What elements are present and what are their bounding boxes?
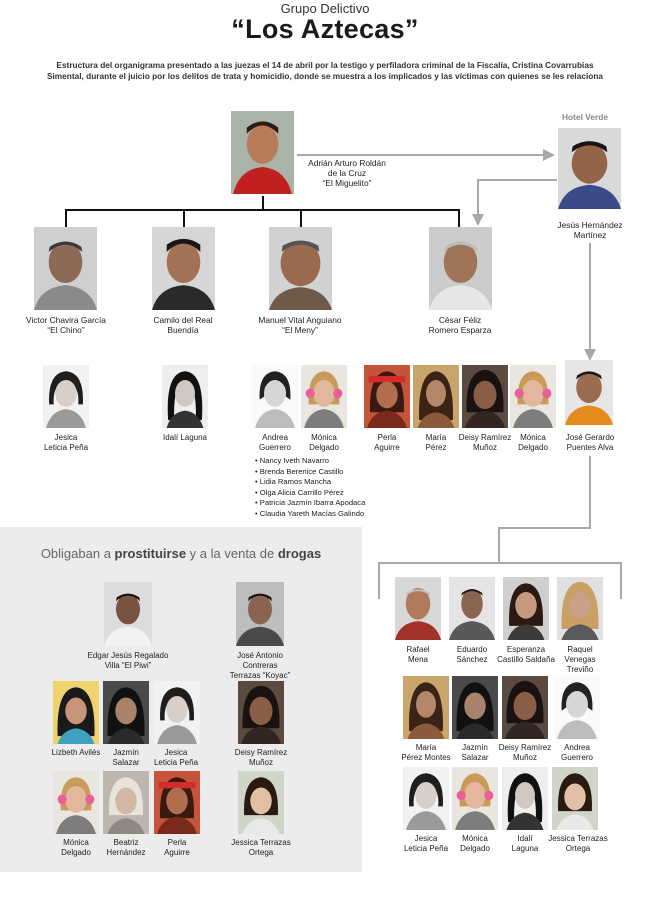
arrow-line bbox=[477, 179, 479, 216]
leader-photo bbox=[231, 111, 294, 194]
gray-person-name: Jesica Leticia Peña bbox=[153, 748, 199, 767]
grid-person-name: Jesica Leticia Peña bbox=[403, 834, 449, 853]
arrow-line bbox=[589, 243, 591, 351]
victim-name: Mónica Delgado bbox=[518, 433, 548, 452]
grid-person-name: Jessica Terrazas Ortega bbox=[548, 834, 608, 853]
arrow-down-icon bbox=[472, 214, 484, 226]
grid-person-name: Andrea Guerrero bbox=[560, 743, 593, 762]
lieutenant-name: Victor Chavira García “El Chino” bbox=[26, 315, 106, 335]
supertitle: Grupo Delictivo bbox=[280, 1, 370, 16]
arrow-line bbox=[498, 527, 500, 563]
arrow-right-icon bbox=[543, 149, 555, 161]
grid-person-name: María Pérez Montes bbox=[401, 743, 451, 762]
intro-text bbox=[20, 60, 630, 82]
connector bbox=[65, 209, 460, 211]
grid-person-photo bbox=[552, 767, 598, 830]
victim-photo bbox=[462, 365, 508, 428]
hotel-title: Hotel Verde bbox=[561, 112, 609, 122]
victim-photo bbox=[162, 365, 208, 428]
arrow-line bbox=[378, 562, 622, 564]
list-item: • Patricia Jazmín Ibarra Apodaca bbox=[255, 498, 365, 509]
gray-person-photo bbox=[53, 681, 99, 744]
hotel-person-name: Jesús Hernández Martínez bbox=[557, 220, 623, 240]
gray-person-photo bbox=[154, 771, 200, 834]
arrow-line bbox=[589, 456, 591, 528]
arrow-line bbox=[378, 562, 380, 599]
lieutenant-photo bbox=[269, 227, 332, 310]
victim-name: Idalí Laguna bbox=[162, 433, 208, 442]
gray-person-name: Mónica Delgado bbox=[61, 838, 91, 857]
page-title: “Los Aztecas” bbox=[231, 14, 419, 44]
gray-person-name: Perla Aguirre bbox=[164, 838, 190, 857]
grid-person-name: Idalí Laguna bbox=[511, 834, 539, 853]
connector bbox=[183, 209, 185, 227]
victim-name: Deisy Ramírez Muñoz bbox=[458, 433, 512, 452]
gray-person-photo bbox=[154, 681, 200, 744]
list-item: • Claudia Yareth Macías Galindo bbox=[255, 509, 365, 520]
grid-person-photo bbox=[452, 676, 498, 739]
person-photo bbox=[565, 360, 613, 425]
gray-person-name: Jessica Terrazas Ortega bbox=[231, 838, 291, 857]
intro-line-2: Simental, durante el juicio por los delitos de trata y homicidio, donde se muestra a los implicados y las víctimas con quienes se les relaciona bbox=[46, 71, 604, 81]
gray-person-name: José Antonio Contreras Terrazas “Koyac” bbox=[229, 651, 291, 680]
lieutenant-photo bbox=[429, 227, 492, 310]
grid-person-name: Esperanza Castillo Saldaña bbox=[497, 645, 555, 664]
grid-person-photo bbox=[502, 767, 548, 830]
grid-person-name: Jazmín Salazar bbox=[461, 743, 489, 762]
grid-person-photo bbox=[452, 767, 498, 830]
lieutenant-photo bbox=[152, 227, 215, 310]
lieutenant-name: César Féliz Romero Esparza bbox=[428, 315, 492, 335]
grid-person-photo bbox=[554, 676, 600, 739]
intro-line-1: Estructura del organigrama presentado a las juezas el 14 de abril por la testigo y perfiladora criminal de la Fiscalía, Cristina Covarrubias bbox=[56, 60, 594, 70]
grid-person-name: Mónica Delgado bbox=[460, 834, 490, 853]
list-item: • Nancy Iveth Navarro bbox=[255, 456, 365, 467]
arrow-line bbox=[620, 562, 622, 599]
victim-list bbox=[255, 456, 365, 519]
hotel-person-photo bbox=[558, 128, 621, 209]
leader-name: Adrián Arturo Roldán de la Cruz “El Miguelito” bbox=[308, 158, 386, 188]
victim-name: Jesica Leticia Peña bbox=[43, 433, 89, 452]
connector bbox=[458, 209, 460, 227]
victim-name: Andrea Guerrero bbox=[258, 433, 291, 452]
gray-person-photo bbox=[53, 771, 99, 834]
list-item: • Brenda Berenice Castillo bbox=[255, 467, 365, 478]
grid-person-photo bbox=[395, 577, 441, 640]
grid-person-name: Deisy Ramírez Muñoz bbox=[498, 743, 552, 762]
grid-person-photo bbox=[503, 577, 549, 640]
grid-person-name: Raquel Venegas Treviño bbox=[564, 645, 596, 674]
gray-person-photo bbox=[103, 681, 149, 744]
gray-person-name: Lizbeth Avilés bbox=[51, 748, 101, 757]
lieutenant-name: Manuel Vital Anguiano “El Meny” bbox=[258, 315, 342, 335]
victim-photo bbox=[413, 365, 459, 428]
gray-person-name: Jazmín Salazar bbox=[112, 748, 140, 767]
gray-person-name: Deisy Ramírez Muñoz bbox=[234, 748, 288, 767]
victim-name: María Pérez bbox=[425, 433, 447, 452]
connector bbox=[65, 209, 67, 227]
arrow-line bbox=[477, 179, 557, 181]
person-name: José Gerardo Puentes Alva bbox=[565, 433, 615, 452]
lieutenant-name: Camilo del Real Buendía bbox=[153, 315, 213, 335]
connector bbox=[300, 209, 302, 227]
grid-person-name: Rafael Mena bbox=[406, 645, 430, 664]
grid-person-photo bbox=[403, 767, 449, 830]
grid-person-photo bbox=[403, 676, 449, 739]
gray-panel-title: Obligaban a prostituirse y a la venta de drogas bbox=[40, 546, 322, 561]
grid-person-name: Eduardo Sánchez bbox=[456, 645, 488, 664]
gray-person-photo bbox=[238, 771, 284, 834]
arrow-line bbox=[498, 527, 591, 529]
grid-person-photo bbox=[502, 676, 548, 739]
victim-photo bbox=[252, 365, 298, 428]
gray-person-name: Beatriz Hernández bbox=[106, 838, 146, 857]
list-item: • Olga Alicia Carrillo Pérez bbox=[255, 488, 365, 499]
gray-person-photo bbox=[103, 771, 149, 834]
victim-name: Perla Aguirre bbox=[374, 433, 400, 452]
arrow-line bbox=[297, 154, 547, 156]
victim-photo bbox=[364, 365, 410, 428]
gray-person-name: Edgar Jesús Regalado Villa “El Piwi” bbox=[87, 651, 169, 670]
victim-photo bbox=[43, 365, 89, 428]
gray-person-photo bbox=[238, 681, 284, 744]
gray-person-photo bbox=[236, 582, 284, 646]
grid-person-photo bbox=[449, 577, 495, 640]
victim-photo bbox=[301, 365, 347, 428]
lieutenant-photo bbox=[34, 227, 97, 310]
grid-person-photo bbox=[557, 577, 603, 640]
list-item: • Lidia Ramos Mancha bbox=[255, 477, 365, 488]
gray-person-photo bbox=[104, 582, 152, 646]
victim-name: Mónica Delgado bbox=[309, 433, 339, 452]
victim-photo bbox=[510, 365, 556, 428]
